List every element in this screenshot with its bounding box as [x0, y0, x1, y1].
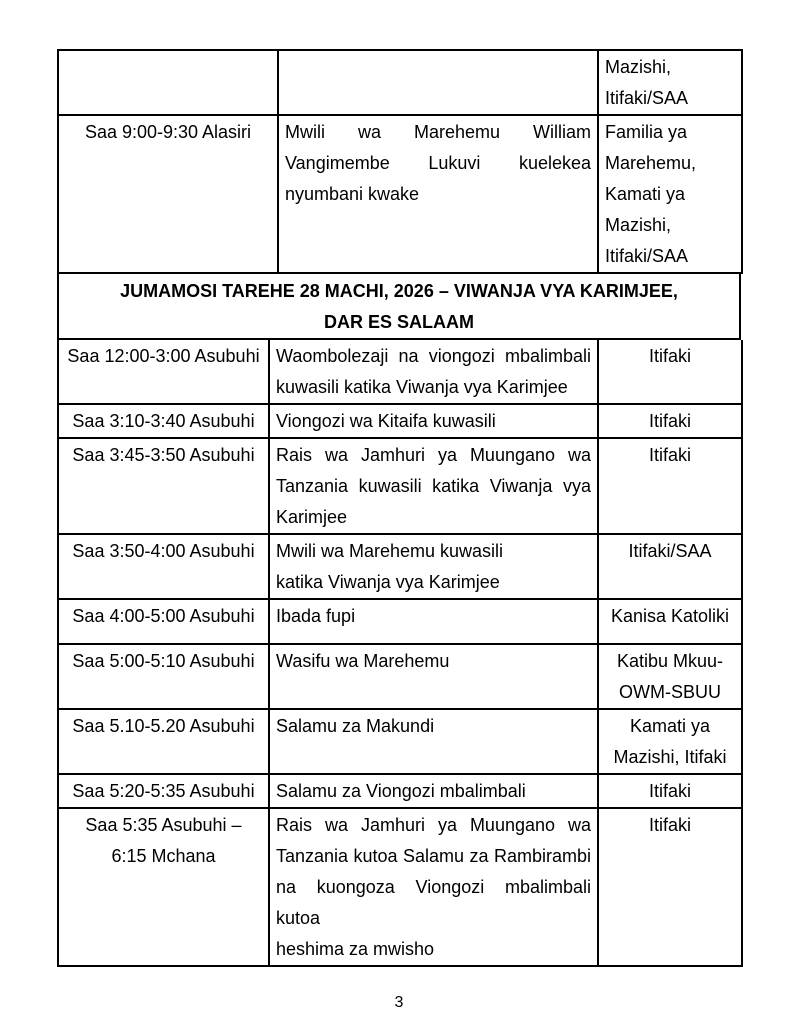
- text-line: Mazishi,: [605, 57, 672, 77]
- description-cell: [269, 808, 598, 966]
- time-cell: [58, 774, 269, 808]
- description-cell: [269, 709, 598, 774]
- responsible-cell: [598, 340, 742, 404]
- schedule-table: [57, 340, 743, 967]
- time-cell: [58, 438, 269, 534]
- table-row: [58, 404, 742, 438]
- description-cell: [278, 115, 598, 273]
- text-line: Kamati ya: [629, 716, 711, 736]
- text-line: Familia ya: [605, 122, 688, 142]
- text-line: Tanzania kuwasili katika Viwanja vya: [276, 476, 591, 496]
- text-line: Mwili wa Marehemu William: [285, 122, 591, 142]
- text-line: Salamu za Makundi: [276, 716, 435, 736]
- text-line: Itifaki: [648, 445, 691, 465]
- text-line: Saa 4:00-5:00 Asubuhi: [72, 606, 255, 626]
- responsible-cell: [598, 438, 742, 534]
- text-line: na kuongoza Viongozi mbalimbali kutoa: [276, 877, 591, 928]
- text-line: Saa 5.10-5.20 Asubuhi: [72, 716, 255, 736]
- table-row: [58, 709, 742, 774]
- text-line: Katibu Mkuu-: [616, 651, 724, 671]
- text-line: katika Viwanja vya Karimjee: [276, 572, 500, 592]
- text-line: nyumbani kwake: [285, 184, 420, 204]
- table-row: [58, 644, 742, 709]
- time-cell: [58, 340, 269, 404]
- text-line: OWM-SBUU: [619, 682, 721, 702]
- time-cell: [58, 115, 278, 273]
- table-row: [58, 774, 742, 808]
- time-cell: [58, 404, 269, 438]
- responsible-cell: [598, 709, 742, 774]
- page-number: 3: [394, 994, 404, 1011]
- section-header-line: DAR ES SALAAM: [323, 312, 474, 332]
- text-line: Itifaki/SAA: [628, 541, 712, 561]
- text-line: Viongozi wa Kitaifa kuwasili: [276, 411, 496, 431]
- text-line: Marehemu,: [605, 153, 697, 173]
- text-line: Saa 5:20-5:35 Asubuhi: [72, 781, 255, 801]
- text-line: Saa 3:10-3:40 Asubuhi: [72, 411, 255, 431]
- text-line: Itifaki: [648, 411, 691, 431]
- responsible-cell: [598, 50, 742, 115]
- text-line: Salamu za Viongozi mbalimbali: [276, 781, 526, 801]
- text-line: Rais wa Jamhuri ya Muungano wa: [276, 815, 591, 835]
- time-cell: [58, 534, 269, 599]
- time-cell: [58, 709, 269, 774]
- continuation-table: [57, 49, 743, 274]
- text-line: Mazishi, Itifaki: [613, 747, 727, 767]
- text-line: Vangimembe Lukuvi kuelekea: [285, 153, 591, 173]
- text-line: Rais wa Jamhuri ya Muungano wa: [276, 445, 591, 465]
- table-row: [58, 534, 742, 599]
- text-line: Wasifu wa Marehemu: [276, 651, 450, 671]
- description-cell: [269, 404, 598, 438]
- description-cell: [278, 50, 598, 115]
- text-line: Saa 3:45-3:50 Asubuhi: [72, 445, 255, 465]
- section-header: [57, 274, 741, 340]
- table-row: [58, 438, 742, 534]
- description-cell: [269, 438, 598, 534]
- text-line: 6:15 Mchana: [111, 846, 216, 866]
- text-line: Itifaki: [648, 781, 691, 801]
- responsible-cell: [598, 808, 742, 966]
- responsible-cell: [598, 644, 742, 709]
- table-row: [58, 599, 742, 644]
- text-line: Saa 5:00-5:10 Asubuhi: [72, 651, 255, 671]
- text-line: Saa 12:00-3:00 Asubuhi: [67, 346, 260, 366]
- responsible-cell: [598, 599, 742, 644]
- description-cell: [269, 599, 598, 644]
- responsible-cell: [598, 115, 742, 273]
- table-row: [58, 115, 742, 273]
- text-line: Mwili wa Marehemu kuwasili: [276, 541, 504, 561]
- time-cell: [58, 599, 269, 644]
- text-line: Saa 3:50-4:00 Asubuhi: [72, 541, 255, 561]
- table-row: [58, 340, 742, 404]
- text-line: Saa 9:00-9:30 Alasiri: [84, 122, 252, 142]
- text-line: Saa 5:35 Asubuhi –: [85, 815, 242, 835]
- text-line: Kanisa Katoliki: [610, 606, 730, 626]
- text-line: Itifaki: [648, 346, 691, 366]
- text-line: Karimjee: [276, 507, 348, 527]
- table-row: [58, 50, 742, 115]
- text-line: Itifaki: [648, 815, 691, 835]
- text-line: Itifaki/SAA: [605, 246, 689, 266]
- time-cell: [58, 644, 269, 709]
- responsible-cell: [598, 774, 742, 808]
- text-line: Itifaki/SAA: [605, 88, 689, 108]
- description-cell: [269, 340, 598, 404]
- description-cell: [269, 534, 598, 599]
- text-line: Kamati ya: [605, 184, 686, 204]
- description-cell: [269, 644, 598, 709]
- text-line: Ibada fupi: [276, 606, 356, 626]
- text-line: kuwasili katika Viwanja vya Karimjee: [276, 377, 568, 397]
- text-line: Tanzania kutoa Salamu za Rambirambi: [276, 846, 591, 866]
- responsible-cell: [598, 534, 742, 599]
- section-header-line: JUMAMOSI TAREHE 28 MACHI, 2026 – VIWANJA VYA KARIMJEE,: [120, 281, 678, 301]
- table-row: [58, 808, 742, 966]
- time-cell: [58, 50, 278, 115]
- description-cell: [269, 774, 598, 808]
- text-line: Mazishi,: [605, 215, 672, 235]
- responsible-cell: [598, 404, 742, 438]
- text-line: Waombolezaji na viongozi mbalimbali: [276, 346, 591, 366]
- time-cell: [58, 808, 269, 966]
- text-line: heshima za mwisho: [276, 939, 435, 959]
